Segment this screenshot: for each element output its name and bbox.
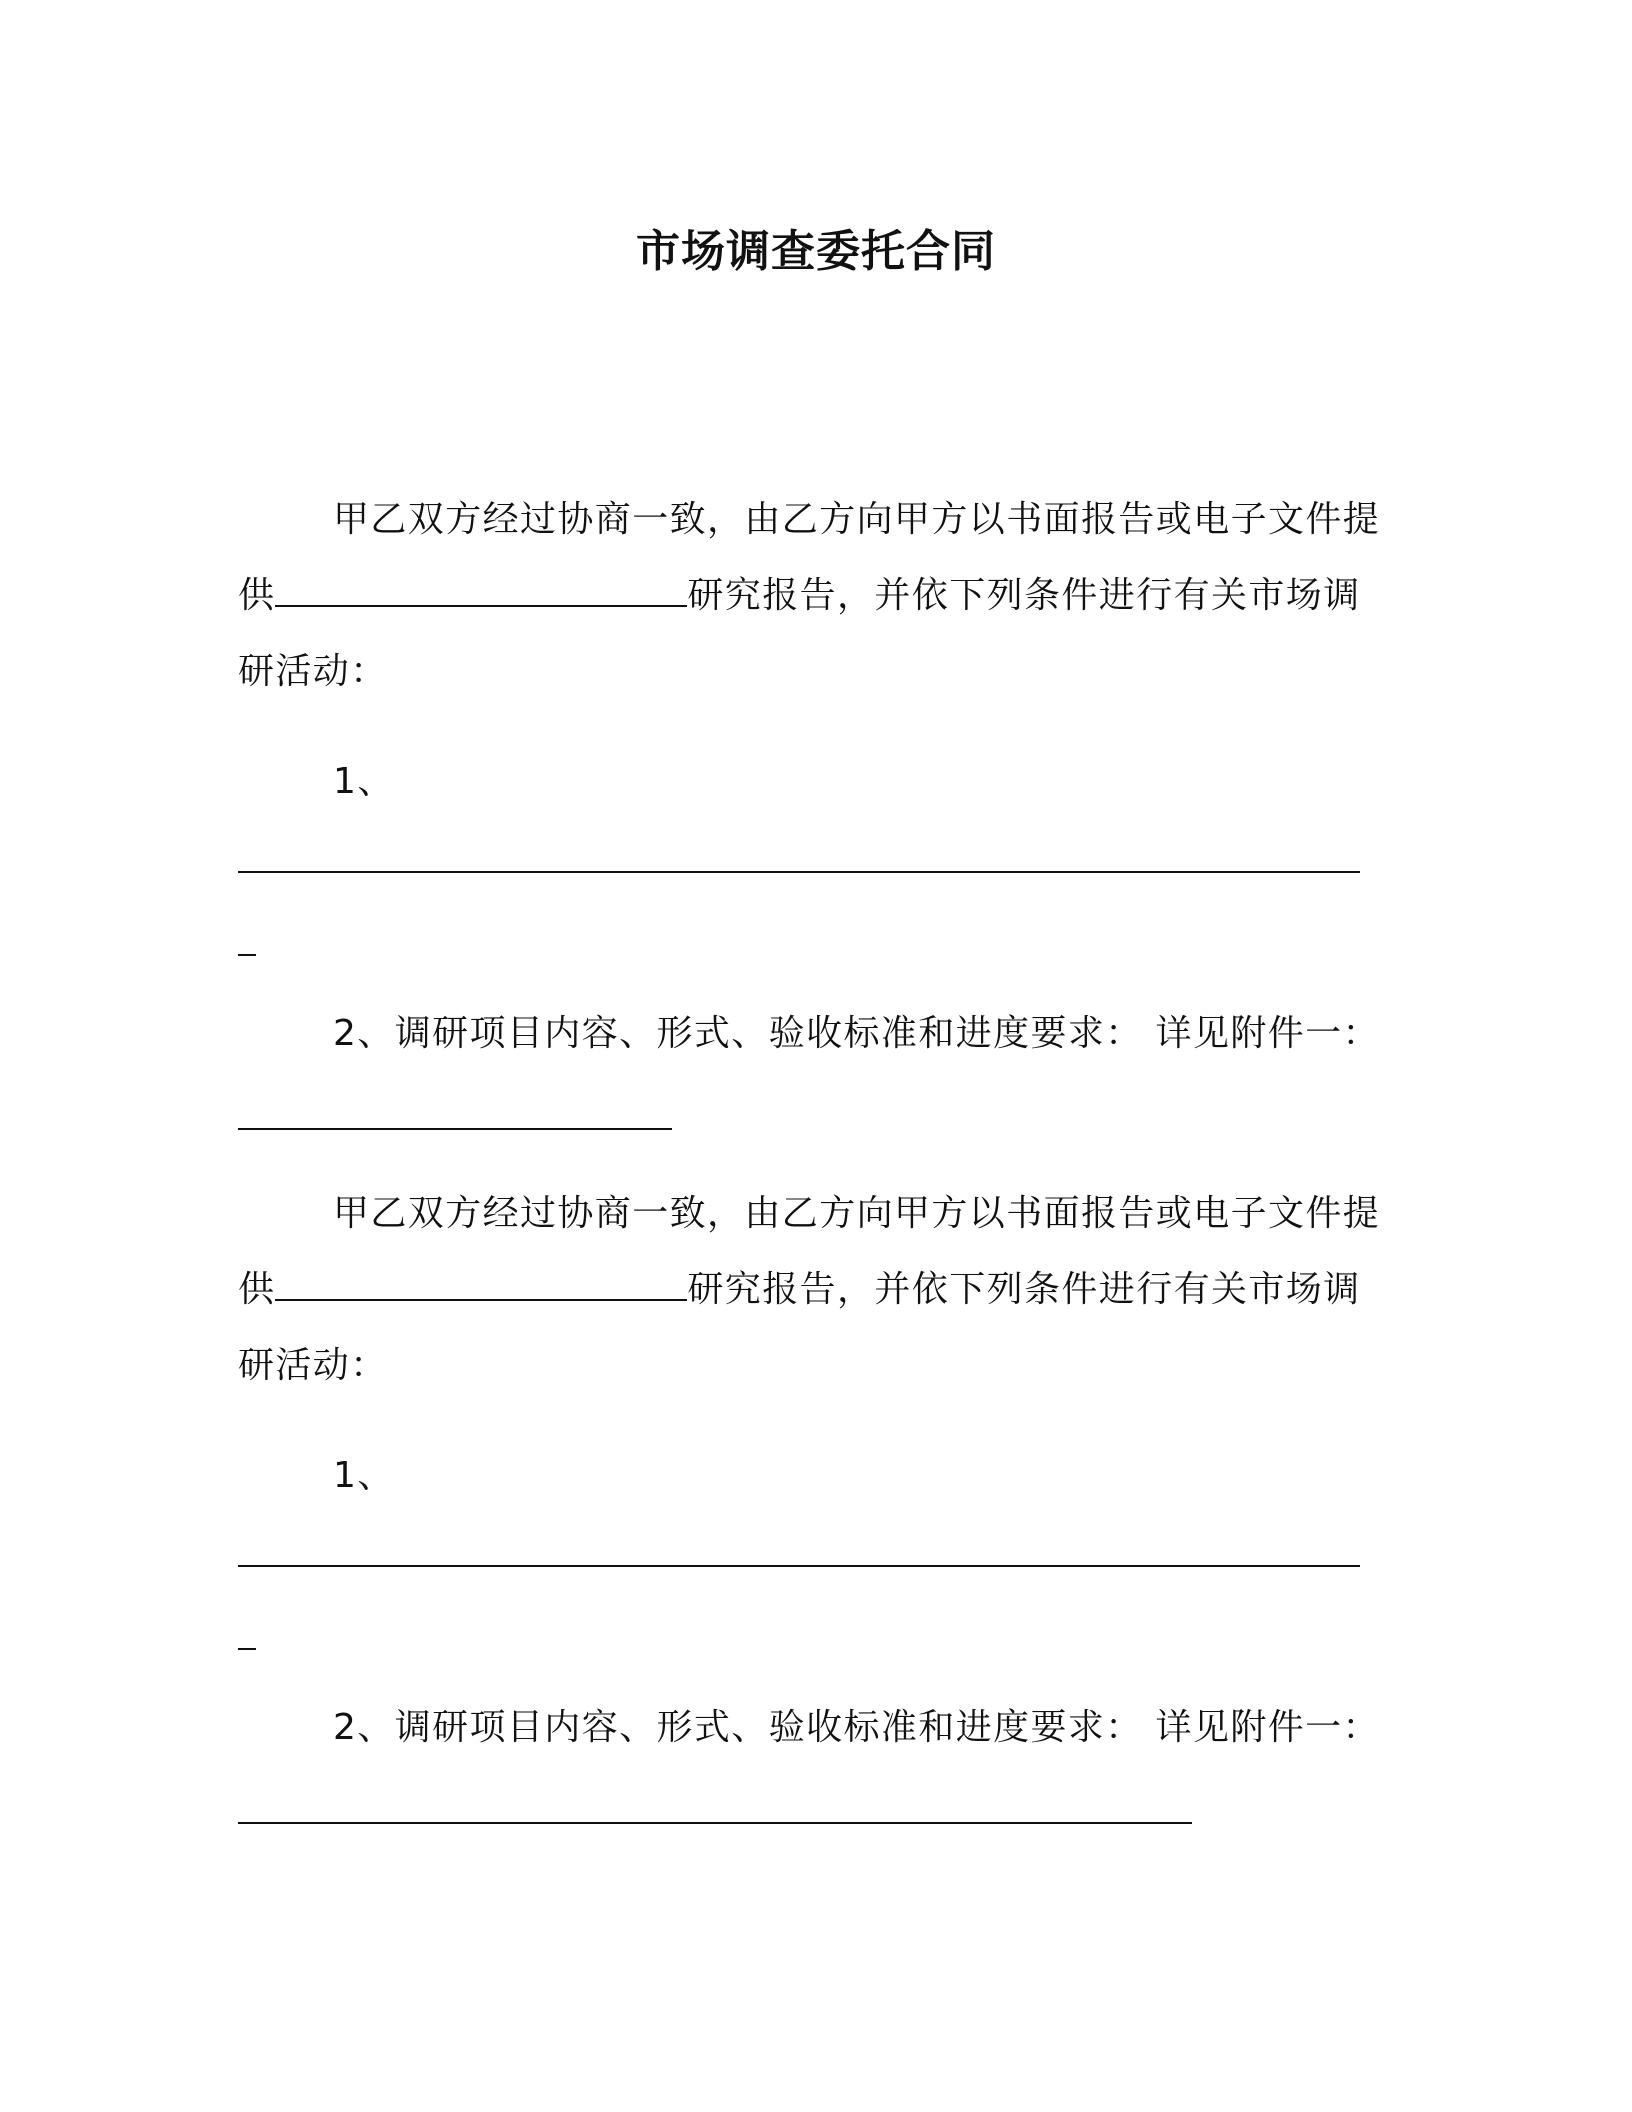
paragraph-text: 供 — [238, 575, 276, 616]
paragraph-line: 研活动： — [238, 1345, 388, 1386]
paragraph-text: 研究报告，并依下列条件进行有关市场调 — [687, 1269, 1361, 1310]
fill-in-blank — [275, 599, 687, 607]
fill-in-blank-line — [238, 1648, 256, 1650]
paragraph-line — [238, 1266, 1361, 1314]
fill-in-blank-line — [238, 871, 1360, 873]
fill-in-blank-line — [238, 1565, 1360, 1567]
paragraph-line: 甲乙双方经过协商一致，由乙方向甲方以书面报告或电子文件提 — [333, 1193, 1381, 1234]
paragraph-line: 甲乙双方经过协商一致，由乙方向甲方以书面报告或电子文件提 — [333, 499, 1381, 540]
document-title: 市场调查委托合同 — [636, 226, 996, 277]
paragraph-text: 供 — [238, 1269, 276, 1310]
list-item-number: 1、 — [333, 761, 395, 802]
list-item-number: 1、 — [333, 1455, 395, 1496]
list-item: 2、调研项目内容、形式、验收标准和进度要求： 详见附件一： — [333, 1707, 1380, 1748]
paragraph-line — [238, 572, 1361, 620]
paragraph-line: 研活动： — [238, 651, 388, 692]
list-item: 2、调研项目内容、形式、验收标准和进度要求： 详见附件一： — [333, 1013, 1380, 1054]
fill-in-blank-line — [238, 954, 256, 956]
paragraph-text: 研究报告，并依下列条件进行有关市场调 — [687, 575, 1361, 616]
fill-in-blank-line — [238, 1822, 1192, 1824]
fill-in-blank — [275, 1293, 687, 1301]
fill-in-blank-line — [238, 1128, 672, 1130]
